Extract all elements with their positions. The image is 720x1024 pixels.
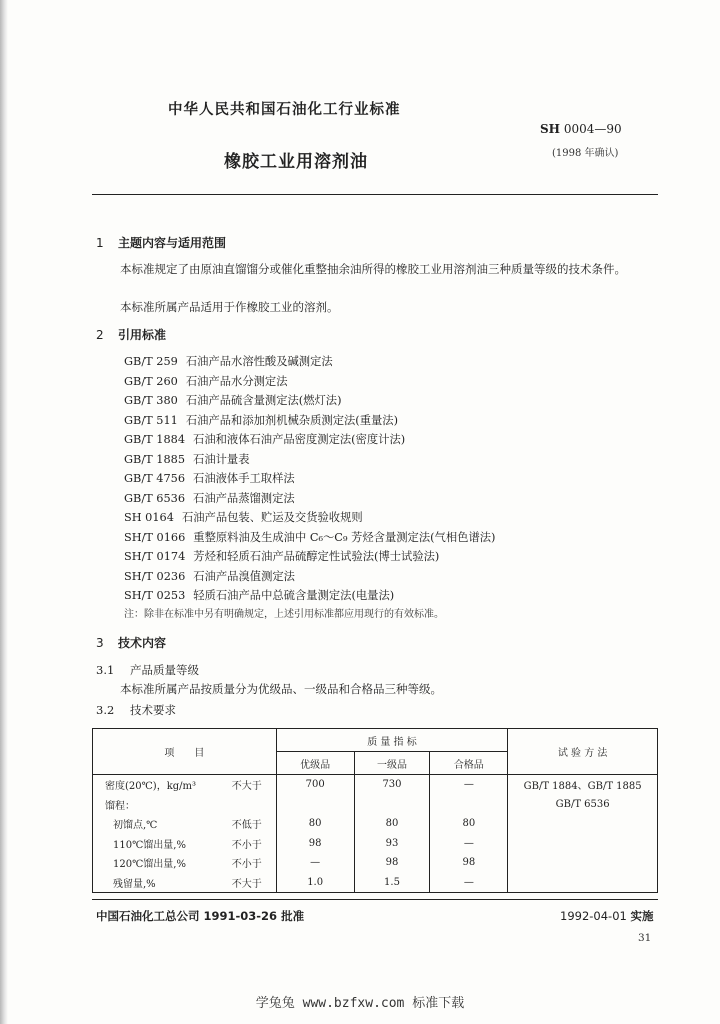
row-method [508, 814, 658, 834]
row-qualified: 98 [430, 853, 508, 873]
subsection-3-2-number: 3.2 [96, 703, 115, 717]
reference-title: 石油产品水分测定法 [185, 374, 288, 388]
reference-item [124, 451, 495, 471]
row-method [508, 873, 658, 893]
subsection-3-1-heading [96, 662, 199, 678]
approval-line: 中国石油化工总公司 1991-03-26 批准 [96, 909, 305, 923]
reference-item [124, 353, 495, 373]
row-first: 1.5 [354, 873, 430, 893]
row-superior: 1.0 [276, 873, 354, 893]
header-test-method: 试 验 方 法 [508, 729, 658, 775]
footer-divider [92, 899, 658, 900]
table-row [93, 873, 658, 893]
reference-title: 芳烃和轻质石油产品硫醇定性试验法(博士试验法) [193, 550, 440, 563]
reference-title: 轻质石油产品中总硫含量测定法(电量法) [193, 589, 395, 602]
reference-item [124, 509, 495, 529]
row-superior: 700 [276, 775, 354, 795]
row-item: 初馏点,℃ [93, 814, 219, 834]
reference-title: 石油产品蒸馏测定法 [193, 491, 295, 505]
implementation-label: 实施 [630, 909, 654, 923]
subsection-3-1-title: 产品质量等级 [130, 663, 199, 677]
row-limit: 不小于 [218, 853, 276, 873]
technical-requirements-table [92, 728, 658, 893]
reference-code: SH/T 0166 [124, 530, 186, 544]
table-row [93, 853, 658, 873]
table-row [93, 795, 658, 815]
issuing-organization: 中华人民共和国石油化工行业标准 [168, 102, 401, 118]
row-first: 93 [354, 834, 430, 854]
subsection-3-2-heading [96, 702, 176, 718]
row-qualified: — [430, 834, 508, 854]
reference-title: 石油产品水溶性酸及碱测定法 [185, 355, 333, 368]
row-first: 730 [354, 775, 430, 795]
reference-item [124, 529, 495, 549]
reference-item [124, 587, 495, 607]
reference-item [124, 470, 495, 490]
reference-item [124, 490, 495, 510]
row-method [508, 834, 658, 854]
row-limit: 不小于 [218, 834, 276, 854]
row-method: GB/T 6536 [508, 795, 658, 815]
scan-edge [0, 0, 8, 1024]
row-superior: 98 [276, 834, 354, 854]
row-superior [276, 795, 354, 815]
reference-note: 注：除非在标准中另有明确规定，上述引用标准都应用现行的有效标准。 [124, 609, 444, 620]
row-qualified [430, 795, 508, 815]
section-1-number: 1 [96, 236, 104, 250]
referenced-standards-list [124, 353, 495, 607]
reference-code: SH/T 0174 [124, 550, 186, 563]
row-item: 110℃馏出量,% [93, 834, 219, 854]
reference-code: GB/T 259 [124, 355, 178, 368]
section-3-title: 技术内容 [118, 636, 167, 650]
reference-title: 石油产品包装、贮运及交货验收规则 [181, 511, 363, 524]
reference-title: 石油产品硫含量测定法(燃灯法) [185, 394, 342, 407]
reference-code: GB/T 4756 [124, 472, 186, 485]
row-superior: 80 [276, 814, 354, 834]
subsection-3-2-title: 技术要求 [130, 703, 176, 717]
header-quality-index: 质 量 指 标 [276, 729, 508, 752]
reference-item [124, 412, 495, 432]
reference-item [124, 548, 495, 568]
reference-code: SH 0164 [124, 511, 174, 524]
header-first-grade: 一级品 [354, 752, 430, 775]
reference-code: GB/T 6536 [124, 491, 186, 505]
reference-title: 石油和液体石油产品密度测定法(密度计法) [193, 433, 406, 446]
row-limit: 不大于 [218, 873, 276, 893]
row-superior: — [276, 853, 354, 873]
row-item: 残留量,% [93, 873, 219, 893]
section-2-title: 引用标准 [118, 328, 167, 342]
header-qualified-grade: 合格品 [430, 752, 508, 775]
row-item: 馏程： [93, 795, 219, 815]
row-qualified: 80 [430, 814, 508, 834]
row-item: 密度(20℃)，kg/m³ [93, 775, 219, 795]
table-row [93, 834, 658, 854]
row-first: 80 [354, 814, 430, 834]
table-row [93, 814, 658, 834]
row-limit: 不大于 [218, 775, 276, 795]
section-3-heading [96, 634, 166, 651]
section-2-number: 2 [96, 328, 104, 342]
row-method [508, 853, 658, 873]
row-limit [218, 795, 276, 815]
section-1-heading [96, 234, 226, 251]
standard-code-number: 0004—90 [563, 122, 622, 136]
row-qualified: — [430, 775, 508, 795]
section-1-paragraph-1: 本标准规定了由原油直馏馏分或催化重整抽余油所得的橡胶工业用溶剂油三种质量等级的技术条件。 [120, 262, 626, 276]
reference-code: GB/T 511 [124, 413, 178, 427]
reference-title: 石油计量表 [193, 452, 250, 466]
section-1-title: 主题内容与适用范围 [118, 236, 227, 250]
reference-code: GB/T 1885 [124, 452, 186, 466]
reference-code: SH/T 0253 [124, 589, 186, 602]
subsection-3-1-number: 3.1 [96, 663, 115, 677]
confirmation-year: (1998 年确认) [552, 148, 619, 159]
row-qualified: — [430, 873, 508, 893]
row-item: 120℃馏出量,% [93, 853, 219, 873]
implementation-line [560, 908, 654, 924]
section-2-heading [96, 326, 166, 343]
standard-code [540, 122, 622, 136]
reference-code: SH/T 0236 [124, 569, 186, 583]
reference-item [124, 431, 495, 451]
header-item: 项 目 [93, 729, 277, 775]
reference-title: 石油液体手工取样法 [193, 472, 295, 485]
row-first [354, 795, 430, 815]
standard-code-prefix: SH [540, 122, 561, 136]
reference-code: GB/T 1884 [124, 433, 186, 446]
page-number: 31 [638, 932, 652, 944]
section-3-number: 3 [96, 636, 104, 650]
document-title: 橡胶工业用溶剂油 [224, 152, 368, 172]
reference-title: 重整原料油及生成油中 C₆～C₉ 芳烃含量测定法(气相色谱法) [193, 530, 496, 544]
implementation-date: 1992-04-01 [560, 909, 627, 923]
reference-title: 石油产品溴值测定法 [193, 569, 295, 583]
table-row [93, 775, 658, 795]
reference-code: GB/T 260 [124, 374, 178, 388]
row-limit: 不低于 [218, 814, 276, 834]
reference-item [124, 568, 495, 588]
row-first: 98 [354, 853, 430, 873]
reference-item [124, 392, 495, 412]
reference-code: GB/T 380 [124, 394, 178, 407]
reference-item [124, 373, 495, 393]
subsection-3-1-text: 本标准所属产品按质量分为优级品、一级品和合格品三种等级。 [120, 682, 442, 696]
row-method: GB/T 1884、GB/T 1885 [508, 775, 658, 795]
reference-title: 石油产品和添加剂机械杂质测定法(重量法) [185, 413, 398, 427]
header-superior-grade: 优级品 [276, 752, 354, 775]
watermark-text: 学兔兔 www.bzfxw.com 标准下载 [255, 996, 465, 1011]
header-divider [92, 194, 658, 195]
section-1-paragraph-2: 本标准所属产品适用于作橡胶工业的溶剂。 [120, 300, 339, 314]
